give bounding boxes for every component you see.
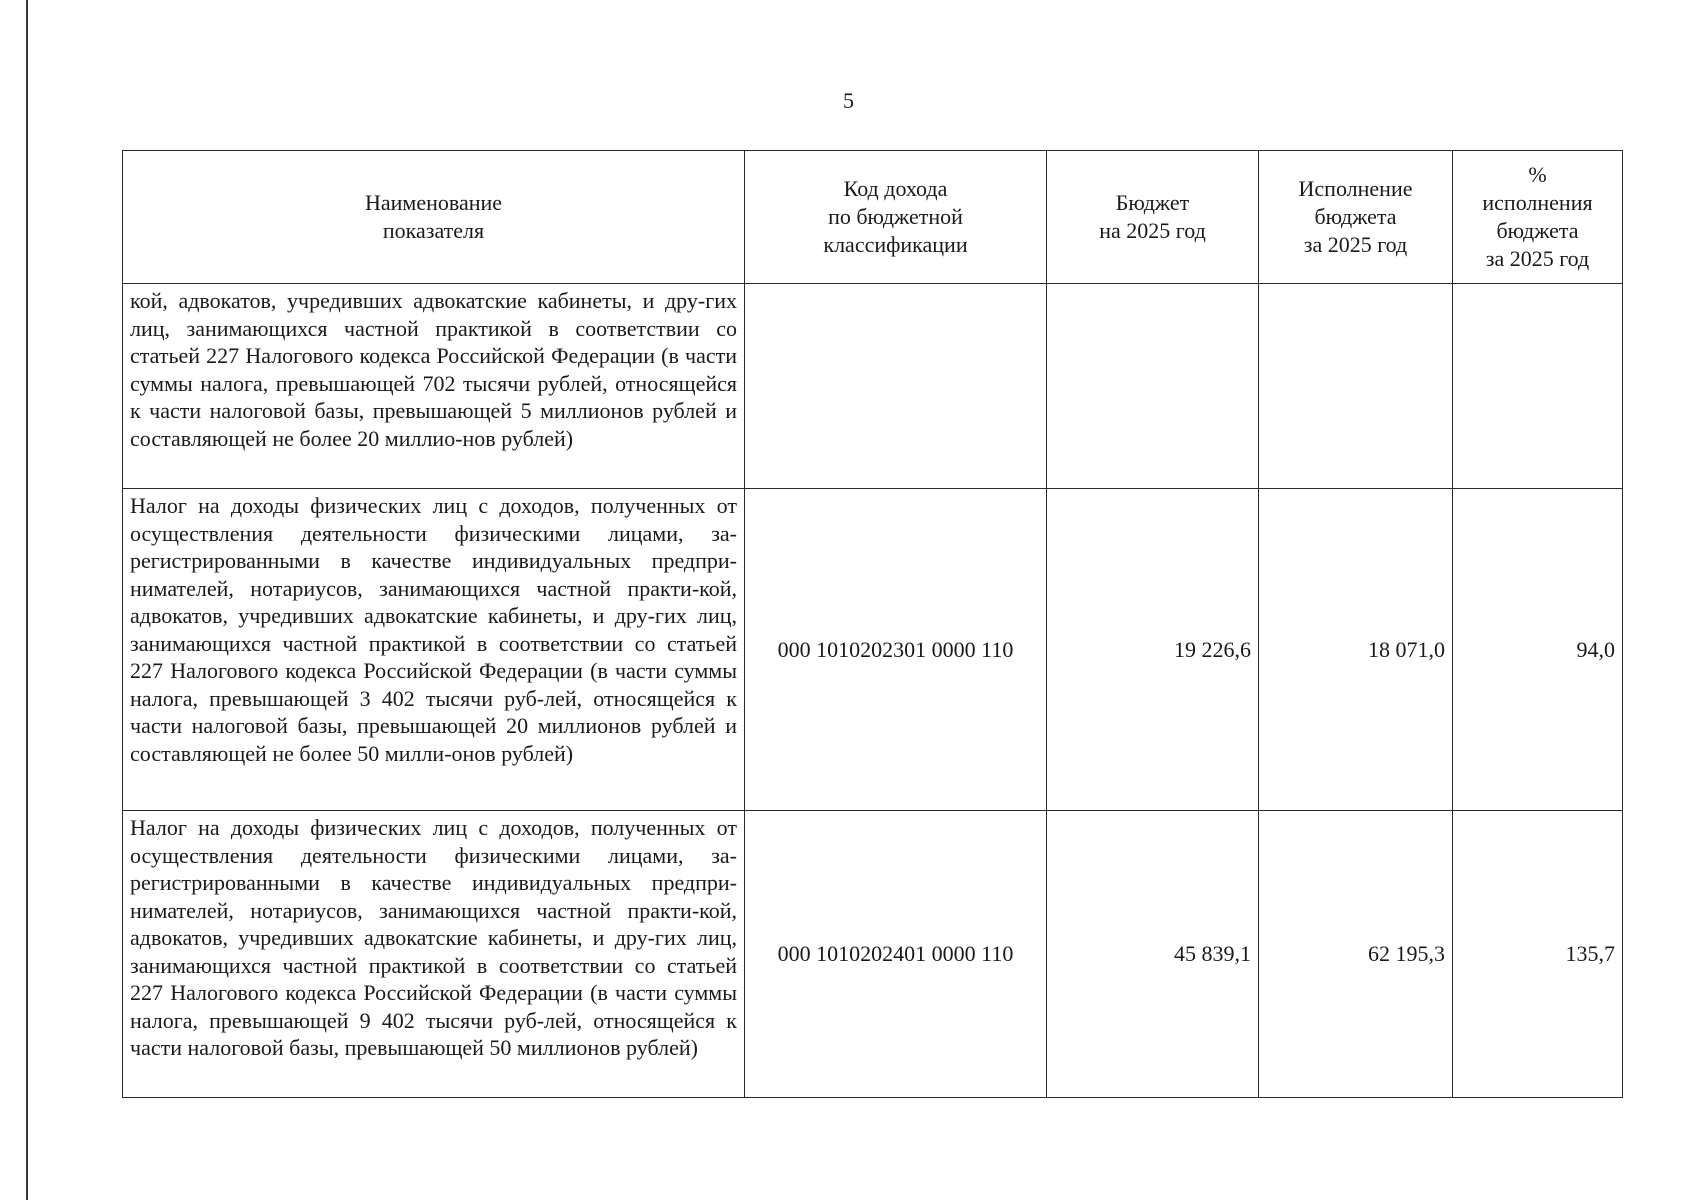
table-header-row <box>123 151 1623 284</box>
table-row <box>123 811 1623 1098</box>
row-name: Налог на доходы физических лиц с доходов, полученных от осуществления деятельности физическими лицами, за-регистрированными в качестве индивидуальных предпри-нимателей, нотариусов, занимающихся частной практи-кой, адвокатов, учредивших адвокатские кабинеты, и дру-гих лиц, занимающихся частной практикой в соответствии со статьей 227 Налогового кодекса Российской Федерации (в части суммы налога, превышающей 9 402 тысячи руб-лей, относящейся к части налоговой базы, превышающей 50 миллионов рублей) <box>123 811 745 1098</box>
row-budget: 19 226,6 <box>1047 489 1259 811</box>
row-budget: 45 839,1 <box>1047 811 1259 1098</box>
row-percent: 135,7 <box>1453 811 1623 1098</box>
row-code <box>745 284 1047 489</box>
row-percent: 94,0 <box>1453 489 1623 811</box>
scan-edge-line <box>26 0 28 1200</box>
row-execution <box>1259 284 1453 489</box>
header-code: Код дохода по бюджетной классификации <box>745 151 1047 284</box>
header-percent: % исполнения бюджета за 2025 год <box>1453 151 1623 284</box>
table-row <box>123 284 1623 489</box>
header-name: Наименование показателя <box>123 151 745 284</box>
header-budget: Бюджет на 2025 год <box>1047 151 1259 284</box>
table-row <box>123 489 1623 811</box>
page-number: 5 <box>843 88 854 113</box>
row-name: кой, адвокатов, учредивших адвокатские кабинеты, и дру-гих лиц, занимающихся частной практикой в соответствии со статьей 227 Налогового кодекса Российской Федерации (в части суммы налога, превышающей 702 тысячи рублей, относящейся к части налоговой базы, превышающей 5 миллионов рублей и составляющей не более 20 миллио-нов рублей) <box>123 284 745 489</box>
budget-execution-table <box>122 150 1623 1098</box>
row-budget <box>1047 284 1259 489</box>
row-name: Налог на доходы физических лиц с доходов, полученных от осуществления деятельности физическими лицами, за-регистрированными в качестве индивидуальных предпри-нимателей, нотариусов, занимающихся частной практи-кой, адвокатов, учредивших адвокатские кабинеты, и дру-гих лиц, занимающихся частной практикой в соответствии со статьей 227 Налогового кодекса Российской Федерации (в части суммы налога, превышающей 3 402 тысячи руб-лей, относящейся к части налоговой базы, превышающей 20 миллионов рублей и составляющей не более 50 милли-онов рублей) <box>123 489 745 811</box>
header-execution: Исполнение бюджета за 2025 год <box>1259 151 1453 284</box>
row-execution: 62 195,3 <box>1259 811 1453 1098</box>
row-code: 000 1010202401 0000 110 <box>745 811 1047 1098</box>
row-execution: 18 071,0 <box>1259 489 1453 811</box>
row-code: 000 1010202301 0000 110 <box>745 489 1047 811</box>
row-percent <box>1453 284 1623 489</box>
